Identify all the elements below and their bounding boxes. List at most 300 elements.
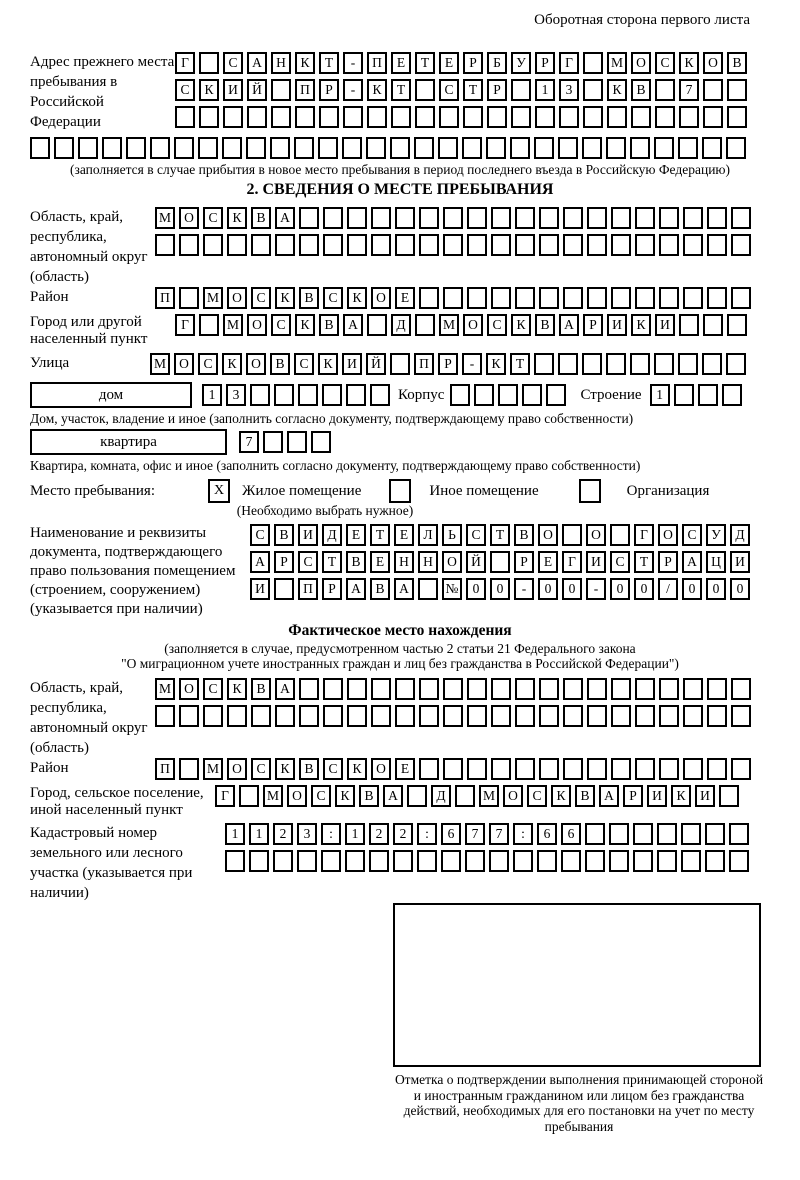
char-box[interactable] bbox=[609, 850, 629, 872]
char-box[interactable]: В bbox=[299, 287, 319, 309]
char-box[interactable]: 1 bbox=[345, 823, 365, 845]
char-box[interactable]: Н bbox=[418, 551, 438, 573]
char-box[interactable]: О bbox=[179, 678, 199, 700]
char-box[interactable] bbox=[467, 234, 487, 256]
char-box[interactable]: К bbox=[551, 785, 571, 807]
char-box[interactable]: К bbox=[607, 79, 627, 101]
char-box[interactable]: В bbox=[370, 578, 390, 600]
char-box[interactable] bbox=[367, 314, 387, 336]
char-box[interactable] bbox=[491, 678, 511, 700]
char-box[interactable]: - bbox=[462, 353, 482, 375]
actual-region-row-2[interactable] bbox=[155, 705, 751, 727]
char-box[interactable]: А bbox=[247, 52, 267, 74]
char-box[interactable] bbox=[370, 384, 390, 406]
char-box[interactable] bbox=[287, 431, 307, 453]
char-box[interactable] bbox=[311, 431, 331, 453]
char-box[interactable] bbox=[611, 287, 631, 309]
char-box[interactable] bbox=[705, 823, 725, 845]
char-box[interactable]: Р bbox=[463, 52, 483, 74]
char-box[interactable]: 2 bbox=[273, 823, 293, 845]
char-box[interactable]: Е bbox=[391, 52, 411, 74]
char-box[interactable] bbox=[347, 234, 367, 256]
char-box[interactable]: А bbox=[599, 785, 619, 807]
char-box[interactable]: О bbox=[631, 52, 651, 74]
char-box[interactable] bbox=[510, 137, 530, 159]
char-box[interactable] bbox=[297, 850, 317, 872]
char-box[interactable]: С bbox=[487, 314, 507, 336]
char-box[interactable] bbox=[707, 705, 727, 727]
char-box[interactable] bbox=[102, 137, 122, 159]
char-box[interactable] bbox=[323, 234, 343, 256]
char-box[interactable] bbox=[179, 234, 199, 256]
char-box[interactable]: И bbox=[342, 353, 362, 375]
char-box[interactable] bbox=[659, 705, 679, 727]
char-box[interactable]: В bbox=[346, 551, 366, 573]
char-box[interactable] bbox=[655, 79, 675, 101]
char-box[interactable] bbox=[611, 758, 631, 780]
char-box[interactable] bbox=[587, 234, 607, 256]
char-box[interactable]: К bbox=[227, 207, 247, 229]
char-box[interactable] bbox=[655, 106, 675, 128]
char-box[interactable] bbox=[515, 758, 535, 780]
char-box[interactable] bbox=[679, 106, 699, 128]
char-box[interactable] bbox=[657, 823, 677, 845]
char-box[interactable]: 7 bbox=[239, 431, 259, 453]
char-box[interactable]: К bbox=[295, 314, 315, 336]
char-box[interactable]: К bbox=[275, 758, 295, 780]
char-box[interactable] bbox=[443, 758, 463, 780]
char-box[interactable] bbox=[179, 287, 199, 309]
char-box[interactable] bbox=[630, 137, 650, 159]
char-box[interactable] bbox=[515, 234, 535, 256]
char-box[interactable] bbox=[489, 850, 509, 872]
cadastral-row-2[interactable] bbox=[225, 850, 749, 872]
char-box[interactable]: Р bbox=[535, 52, 555, 74]
char-box[interactable]: П bbox=[367, 52, 387, 74]
char-box[interactable] bbox=[263, 431, 283, 453]
char-box[interactable] bbox=[611, 705, 631, 727]
char-box[interactable] bbox=[199, 52, 219, 74]
char-box[interactable]: П bbox=[414, 353, 434, 375]
region-row-1[interactable] bbox=[155, 207, 751, 229]
char-box[interactable] bbox=[729, 850, 749, 872]
char-box[interactable] bbox=[467, 287, 487, 309]
char-box[interactable] bbox=[347, 207, 367, 229]
char-box[interactable] bbox=[731, 287, 751, 309]
char-box[interactable]: Г bbox=[215, 785, 235, 807]
char-box[interactable] bbox=[707, 287, 727, 309]
char-box[interactable] bbox=[150, 137, 170, 159]
char-box[interactable]: Л bbox=[418, 524, 438, 546]
char-box[interactable]: И bbox=[586, 551, 606, 573]
char-box[interactable] bbox=[247, 106, 267, 128]
char-box[interactable] bbox=[299, 678, 319, 700]
char-box[interactable] bbox=[707, 758, 727, 780]
char-box[interactable]: 0 bbox=[706, 578, 726, 600]
char-box[interactable] bbox=[731, 758, 751, 780]
char-box[interactable] bbox=[271, 79, 291, 101]
char-box[interactable] bbox=[606, 137, 626, 159]
char-box[interactable]: : bbox=[321, 823, 341, 845]
char-box[interactable] bbox=[239, 785, 259, 807]
char-box[interactable] bbox=[415, 314, 435, 336]
char-box[interactable] bbox=[539, 287, 559, 309]
char-box[interactable] bbox=[726, 137, 746, 159]
char-box[interactable]: К bbox=[679, 52, 699, 74]
char-box[interactable]: А bbox=[275, 207, 295, 229]
char-box[interactable]: С bbox=[203, 207, 223, 229]
char-box[interactable]: Д bbox=[730, 524, 750, 546]
char-box[interactable]: С bbox=[323, 758, 343, 780]
char-box[interactable] bbox=[610, 524, 630, 546]
char-box[interactable]: С bbox=[203, 678, 223, 700]
char-box[interactable] bbox=[443, 705, 463, 727]
char-box[interactable] bbox=[227, 234, 247, 256]
city-row[interactable] bbox=[175, 314, 747, 336]
char-box[interactable]: О bbox=[503, 785, 523, 807]
char-box[interactable]: К bbox=[631, 314, 651, 336]
char-box[interactable] bbox=[443, 678, 463, 700]
char-box[interactable] bbox=[274, 578, 294, 600]
char-box[interactable] bbox=[707, 234, 727, 256]
char-box[interactable]: М bbox=[203, 287, 223, 309]
char-box[interactable]: У bbox=[511, 52, 531, 74]
char-box[interactable] bbox=[587, 207, 607, 229]
char-box[interactable]: С bbox=[655, 52, 675, 74]
char-box[interactable] bbox=[467, 705, 487, 727]
char-box[interactable]: А bbox=[346, 578, 366, 600]
char-box[interactable] bbox=[707, 207, 727, 229]
char-box[interactable] bbox=[703, 106, 723, 128]
actual-region-row-1[interactable] bbox=[155, 678, 751, 700]
char-box[interactable] bbox=[515, 207, 535, 229]
char-box[interactable]: № bbox=[442, 578, 462, 600]
char-box[interactable] bbox=[587, 705, 607, 727]
char-box[interactable]: 0 bbox=[538, 578, 558, 600]
char-box[interactable]: Е bbox=[346, 524, 366, 546]
char-box[interactable] bbox=[419, 758, 439, 780]
char-box[interactable] bbox=[583, 106, 603, 128]
char-box[interactable]: 0 bbox=[682, 578, 702, 600]
char-box[interactable] bbox=[419, 207, 439, 229]
char-box[interactable]: О bbox=[371, 287, 391, 309]
char-box[interactable] bbox=[731, 678, 751, 700]
char-box[interactable] bbox=[719, 785, 739, 807]
document-row-3[interactable] bbox=[250, 578, 750, 600]
char-box[interactable] bbox=[705, 850, 725, 872]
char-box[interactable] bbox=[654, 353, 674, 375]
char-box[interactable]: С bbox=[298, 551, 318, 573]
char-box[interactable] bbox=[419, 705, 439, 727]
char-box[interactable]: С bbox=[294, 353, 314, 375]
char-box[interactable]: Й bbox=[466, 551, 486, 573]
char-box[interactable]: В bbox=[299, 758, 319, 780]
char-box[interactable] bbox=[273, 850, 293, 872]
char-box[interactable]: К bbox=[511, 314, 531, 336]
char-box[interactable]: С bbox=[250, 524, 270, 546]
char-box[interactable] bbox=[126, 137, 146, 159]
char-box[interactable]: С bbox=[323, 287, 343, 309]
char-box[interactable]: 0 bbox=[610, 578, 630, 600]
char-box[interactable]: Р bbox=[623, 785, 643, 807]
char-box[interactable]: 7 bbox=[465, 823, 485, 845]
char-box[interactable]: 6 bbox=[561, 823, 581, 845]
char-box[interactable]: П bbox=[155, 758, 175, 780]
char-box[interactable] bbox=[414, 137, 434, 159]
char-box[interactable] bbox=[54, 137, 74, 159]
char-box[interactable] bbox=[441, 850, 461, 872]
char-box[interactable] bbox=[583, 79, 603, 101]
char-box[interactable]: Р bbox=[583, 314, 603, 336]
char-box[interactable] bbox=[683, 234, 703, 256]
char-box[interactable] bbox=[703, 79, 723, 101]
char-box[interactable] bbox=[395, 207, 415, 229]
char-box[interactable] bbox=[606, 353, 626, 375]
char-box[interactable] bbox=[366, 137, 386, 159]
char-box[interactable]: 1 bbox=[535, 79, 555, 101]
char-box[interactable] bbox=[439, 106, 459, 128]
char-box[interactable]: 0 bbox=[562, 578, 582, 600]
char-box[interactable] bbox=[487, 106, 507, 128]
char-box[interactable]: В bbox=[631, 79, 651, 101]
char-box[interactable]: И bbox=[607, 314, 627, 336]
char-box[interactable] bbox=[562, 524, 582, 546]
char-box[interactable] bbox=[30, 137, 50, 159]
char-box[interactable] bbox=[515, 287, 535, 309]
char-box[interactable]: Г bbox=[175, 314, 195, 336]
char-box[interactable] bbox=[225, 850, 245, 872]
char-box[interactable] bbox=[727, 106, 747, 128]
char-box[interactable]: Т bbox=[634, 551, 654, 573]
char-box[interactable] bbox=[582, 353, 602, 375]
char-box[interactable]: М bbox=[223, 314, 243, 336]
char-box[interactable]: С bbox=[311, 785, 331, 807]
char-box[interactable] bbox=[635, 287, 655, 309]
region-row-2[interactable] bbox=[155, 234, 751, 256]
char-box[interactable]: 7 bbox=[679, 79, 699, 101]
char-box[interactable] bbox=[731, 234, 751, 256]
char-box[interactable]: Д bbox=[322, 524, 342, 546]
char-box[interactable]: О bbox=[287, 785, 307, 807]
korpus-row[interactable] bbox=[450, 384, 566, 406]
char-box[interactable]: Е bbox=[370, 551, 390, 573]
char-box[interactable]: Р bbox=[322, 578, 342, 600]
char-box[interactable] bbox=[179, 705, 199, 727]
char-box[interactable]: В bbox=[535, 314, 555, 336]
char-box[interactable] bbox=[371, 678, 391, 700]
char-box[interactable]: О bbox=[371, 758, 391, 780]
char-box[interactable]: Т bbox=[319, 52, 339, 74]
char-box[interactable] bbox=[563, 758, 583, 780]
char-box[interactable]: С bbox=[251, 287, 271, 309]
char-box[interactable] bbox=[271, 106, 291, 128]
char-box[interactable]: О bbox=[658, 524, 678, 546]
char-box[interactable]: Г bbox=[175, 52, 195, 74]
char-box[interactable]: 3 bbox=[559, 79, 579, 101]
char-box[interactable] bbox=[587, 678, 607, 700]
char-box[interactable]: 0 bbox=[634, 578, 654, 600]
char-box[interactable] bbox=[369, 850, 389, 872]
char-box[interactable] bbox=[343, 106, 363, 128]
char-box[interactable]: Ц bbox=[706, 551, 726, 573]
char-box[interactable] bbox=[659, 207, 679, 229]
char-box[interactable] bbox=[585, 823, 605, 845]
char-box[interactable] bbox=[707, 678, 727, 700]
char-box[interactable] bbox=[450, 384, 470, 406]
prev-address-row-2[interactable] bbox=[175, 79, 747, 101]
char-box[interactable] bbox=[467, 207, 487, 229]
char-box[interactable] bbox=[275, 705, 295, 727]
char-box[interactable] bbox=[657, 850, 677, 872]
char-box[interactable] bbox=[534, 353, 554, 375]
char-box[interactable] bbox=[371, 234, 391, 256]
char-box[interactable]: Р bbox=[658, 551, 678, 573]
char-box[interactable]: С bbox=[527, 785, 547, 807]
char-box[interactable] bbox=[633, 823, 653, 845]
char-box[interactable] bbox=[539, 705, 559, 727]
char-box[interactable]: Е bbox=[394, 524, 414, 546]
char-box[interactable]: А bbox=[559, 314, 579, 336]
char-box[interactable] bbox=[393, 850, 413, 872]
char-box[interactable] bbox=[683, 705, 703, 727]
char-box[interactable] bbox=[175, 106, 195, 128]
char-box[interactable] bbox=[318, 137, 338, 159]
char-box[interactable] bbox=[498, 384, 518, 406]
char-box[interactable]: В bbox=[514, 524, 534, 546]
stay-option-residential-checkbox[interactable]: X bbox=[208, 479, 230, 503]
char-box[interactable]: Т bbox=[391, 79, 411, 101]
char-box[interactable] bbox=[419, 678, 439, 700]
char-box[interactable] bbox=[563, 287, 583, 309]
char-box[interactable]: А bbox=[394, 578, 414, 600]
char-box[interactable]: О bbox=[179, 207, 199, 229]
char-box[interactable]: Г bbox=[559, 52, 579, 74]
char-box[interactable]: М bbox=[439, 314, 459, 336]
char-box[interactable]: О bbox=[174, 353, 194, 375]
char-box[interactable]: М bbox=[203, 758, 223, 780]
char-box[interactable]: О bbox=[463, 314, 483, 336]
char-box[interactable] bbox=[726, 353, 746, 375]
cadastral-row-1[interactable] bbox=[225, 823, 749, 845]
char-box[interactable] bbox=[678, 353, 698, 375]
char-box[interactable]: 1 bbox=[650, 384, 670, 406]
char-box[interactable] bbox=[585, 850, 605, 872]
char-box[interactable] bbox=[251, 234, 271, 256]
char-box[interactable] bbox=[563, 207, 583, 229]
char-box[interactable]: К bbox=[486, 353, 506, 375]
char-box[interactable]: И bbox=[655, 314, 675, 336]
char-box[interactable] bbox=[583, 52, 603, 74]
char-box[interactable] bbox=[322, 384, 342, 406]
char-box[interactable]: 1 bbox=[225, 823, 245, 845]
char-box[interactable]: О bbox=[538, 524, 558, 546]
char-box[interactable]: И bbox=[223, 79, 243, 101]
char-box[interactable] bbox=[298, 384, 318, 406]
actual-city-row[interactable] bbox=[215, 785, 739, 807]
char-box[interactable]: Т bbox=[463, 79, 483, 101]
char-box[interactable]: К bbox=[367, 79, 387, 101]
char-box[interactable] bbox=[729, 823, 749, 845]
char-box[interactable] bbox=[319, 106, 339, 128]
char-box[interactable] bbox=[681, 850, 701, 872]
char-box[interactable] bbox=[727, 314, 747, 336]
char-box[interactable]: Н bbox=[394, 551, 414, 573]
char-box[interactable] bbox=[491, 758, 511, 780]
char-box[interactable] bbox=[491, 207, 511, 229]
char-box[interactable]: : bbox=[513, 823, 533, 845]
document-row-1[interactable] bbox=[250, 524, 750, 546]
char-box[interactable]: М bbox=[479, 785, 499, 807]
apartment-row[interactable] bbox=[239, 431, 331, 453]
district-row[interactable] bbox=[155, 287, 751, 309]
char-box[interactable] bbox=[299, 207, 319, 229]
char-box[interactable]: К bbox=[199, 79, 219, 101]
char-box[interactable] bbox=[635, 207, 655, 229]
char-box[interactable] bbox=[270, 137, 290, 159]
char-box[interactable]: В bbox=[575, 785, 595, 807]
char-box[interactable]: И bbox=[298, 524, 318, 546]
char-box[interactable]: С bbox=[682, 524, 702, 546]
char-box[interactable]: А bbox=[275, 678, 295, 700]
char-box[interactable]: М bbox=[155, 678, 175, 700]
char-box[interactable] bbox=[203, 234, 223, 256]
char-box[interactable] bbox=[558, 137, 578, 159]
char-box[interactable]: Б bbox=[487, 52, 507, 74]
char-box[interactable]: М bbox=[263, 785, 283, 807]
char-box[interactable] bbox=[295, 106, 315, 128]
char-box[interactable] bbox=[546, 384, 566, 406]
char-box[interactable]: Н bbox=[271, 52, 291, 74]
char-box[interactable] bbox=[522, 384, 542, 406]
char-box[interactable]: Ь bbox=[442, 524, 462, 546]
char-box[interactable]: Р bbox=[274, 551, 294, 573]
char-box[interactable]: 0 bbox=[490, 578, 510, 600]
char-box[interactable]: В bbox=[727, 52, 747, 74]
char-box[interactable]: В bbox=[270, 353, 290, 375]
char-box[interactable]: О bbox=[227, 287, 247, 309]
char-box[interactable] bbox=[486, 137, 506, 159]
char-box[interactable]: У bbox=[706, 524, 726, 546]
char-box[interactable]: О bbox=[246, 353, 266, 375]
char-box[interactable]: К bbox=[671, 785, 691, 807]
char-box[interactable]: 6 bbox=[537, 823, 557, 845]
char-box[interactable] bbox=[727, 79, 747, 101]
house-number-row[interactable] bbox=[202, 384, 390, 406]
char-box[interactable]: О bbox=[586, 524, 606, 546]
char-box[interactable] bbox=[683, 207, 703, 229]
char-box[interactable]: Й bbox=[366, 353, 386, 375]
char-box[interactable] bbox=[199, 314, 219, 336]
char-box[interactable] bbox=[515, 678, 535, 700]
char-box[interactable]: Г bbox=[562, 551, 582, 573]
char-box[interactable] bbox=[407, 785, 427, 807]
char-box[interactable]: / bbox=[658, 578, 678, 600]
char-box[interactable] bbox=[391, 106, 411, 128]
char-box[interactable] bbox=[249, 850, 269, 872]
char-box[interactable] bbox=[321, 850, 341, 872]
char-box[interactable] bbox=[346, 384, 366, 406]
char-box[interactable] bbox=[654, 137, 674, 159]
char-box[interactable] bbox=[345, 850, 365, 872]
char-box[interactable]: К bbox=[347, 758, 367, 780]
char-box[interactable] bbox=[681, 823, 701, 845]
char-box[interactable]: И bbox=[695, 785, 715, 807]
char-box[interactable] bbox=[635, 234, 655, 256]
char-box[interactable] bbox=[609, 823, 629, 845]
char-box[interactable]: 3 bbox=[226, 384, 246, 406]
char-box[interactable] bbox=[563, 705, 583, 727]
char-box[interactable]: С bbox=[223, 52, 243, 74]
